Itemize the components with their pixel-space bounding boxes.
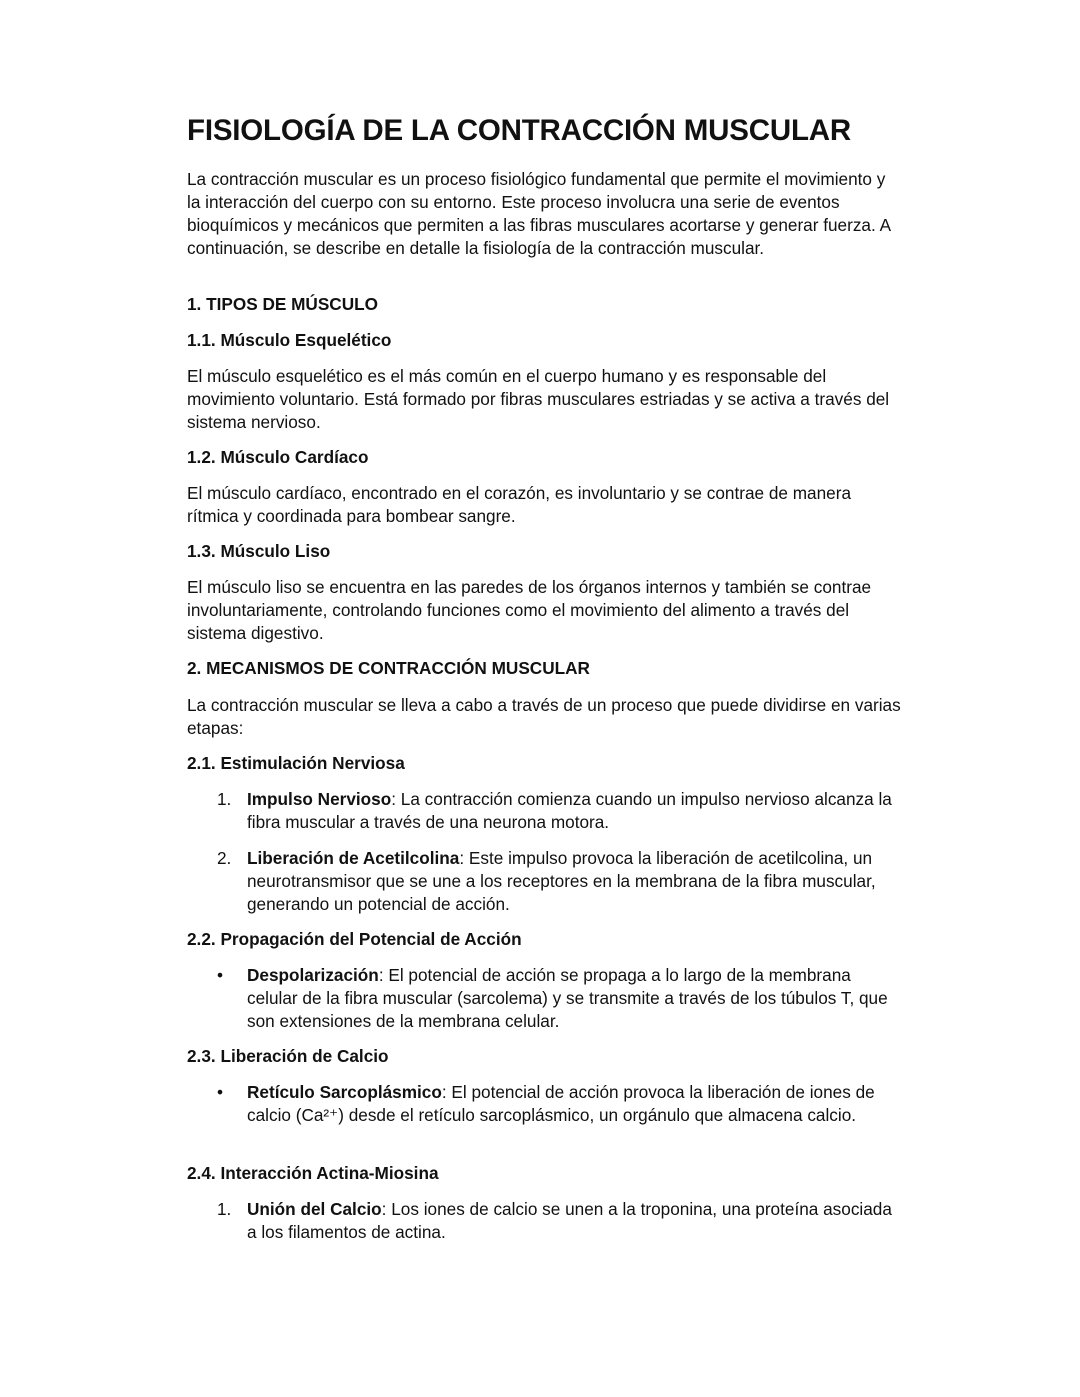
list-text: : El potencial de acción se propaga a lo largo de la membrana celular de la fibra muscular (sarcolema) y se transmite a través de los túbulos T, que son extensiones de la membrana celular.: [247, 965, 888, 1031]
list-term: Impulso Nervioso: [247, 789, 392, 809]
list-item: [187, 964, 902, 1033]
subsection-heading: 1.1. Músculo Esquelético: [187, 330, 392, 350]
subsection-heading: 2.2. Propagación del Potencial de Acción: [187, 929, 522, 949]
bullet-icon: •: [217, 965, 224, 985]
list-term: Liberación de Acetilcolina: [247, 848, 460, 868]
subsection-heading: 1.3. Músculo Liso: [187, 541, 331, 561]
list-item: [187, 847, 902, 916]
paragraph: El músculo cardíaco, encontrado en el corazón, es involuntario y se contrae de manera rítmica y coordinada para bombear sangre.: [187, 483, 852, 526]
list-item: [187, 1081, 902, 1127]
section-heading: 2. MECANISMOS DE CONTRACCIÓN MUSCULAR: [187, 658, 590, 678]
intro-paragraph: La contracción muscular es un proceso fisiológico fundamental que permite el movimiento y la interacción del cuerpo con su entorno. Este proceso involucra una serie de eventos bioquímicos y mecánicos que permiten a las fibras musculares acortarse y generar fuerza. A continuación, se describe en detalle la fisiología de la contracción muscular.: [187, 169, 891, 258]
subsection-heading: 2.4. Interacción Actina-Miosina: [187, 1163, 439, 1183]
subsection-heading: 2.3. Liberación de Calcio: [187, 1046, 389, 1066]
paragraph: El músculo liso se encuentra en las paredes de los órganos internos y también se contrae involuntariamente, controlando funciones como el movimiento del alimento a través del sistema digestivo.: [187, 577, 872, 643]
paragraph: La contracción muscular se lleva a cabo a través de un proceso que puede dividirse en varias etapas:: [187, 695, 901, 738]
paragraph: El músculo esquelético es el más común en el cuerpo humano y es responsable del movimiento voluntario. Está formado por fibras musculares estriadas y se activa a través del sistema nervioso.: [187, 366, 890, 432]
bullet-icon: •: [217, 1082, 224, 1102]
subsection-heading: 1.2. Músculo Cardíaco: [187, 447, 369, 467]
subsection-heading: 2.1. Estimulación Nerviosa: [187, 753, 405, 773]
list-term: Unión del Calcio: [247, 1199, 382, 1219]
list-text: : El potencial de acción provoca la liberación de iones de calcio (Ca²⁺) desde el retículo sarcoplásmico, un orgánulo que almacena calcio.: [247, 1082, 875, 1125]
list-text: : Los iones de calcio se unen a la troponina, una proteína asociada a los filamentos de actina.: [247, 1199, 892, 1242]
list-marker: 1.: [217, 1199, 232, 1219]
list-marker: 2.: [217, 848, 232, 868]
list-term: Despolarización: [247, 965, 379, 985]
list-text: : Este impulso provoca la liberación de acetilcolina, un neurotransmisor que se une a los receptores en la membrana de la fibra muscular, generando un potencial de acción.: [247, 848, 876, 914]
list-item: [187, 788, 902, 834]
list-term: Retículo Sarcoplásmico: [247, 1082, 442, 1102]
list-item: [187, 1198, 902, 1244]
list-marker: 1.: [217, 789, 232, 809]
document-title: FISIOLOGÍA DE LA CONTRACCIÓN MUSCULAR: [187, 114, 851, 147]
section-heading: 1. TIPOS DE MÚSCULO: [187, 294, 378, 314]
list-text: : La contracción comienza cuando un impulso nervioso alcanza la fibra muscular a través de una neurona motora.: [247, 789, 892, 832]
